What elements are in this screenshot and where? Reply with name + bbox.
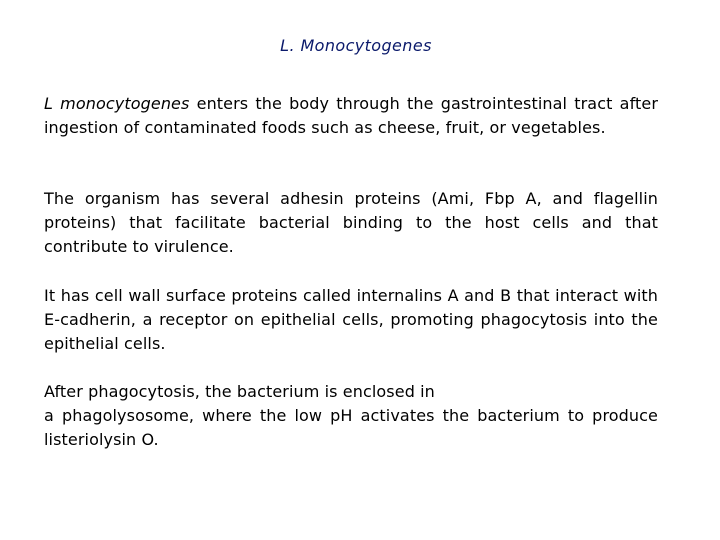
paragraph-phagocytosis [44,380,658,452]
organism-name: L monocytogenes [44,94,190,113]
paragraph-entry-route-text: enters the body through the gastrointestinal tract after ingestion of contaminated foods such as cheese, fruit, or vegetables. [44,94,659,137]
paragraph-entry-route [44,92,658,140]
paragraph-internalins: It has cell wall surface proteins called internalins A and B that interact with E-cadherin, a receptor on epithelial cells, promoting phagocytosis into the epithelial cells. [44,286,658,353]
slide-title: L. Monocytogenes [280,36,432,55]
paragraph-phagocytosis-rest: a phagolysosome, where the low pH activates the bacterium to produce listeriolysin O. [44,406,658,449]
paragraph-adhesins: The organism has several adhesin proteins (Ami, Fbp A, and flagellin proteins) that facilitate bacterial binding to the host cells and that contribute to virulence. [44,189,658,256]
paragraph-phagocytosis-line1: After phagocytosis, the bacterium is enclosed in [44,382,435,401]
